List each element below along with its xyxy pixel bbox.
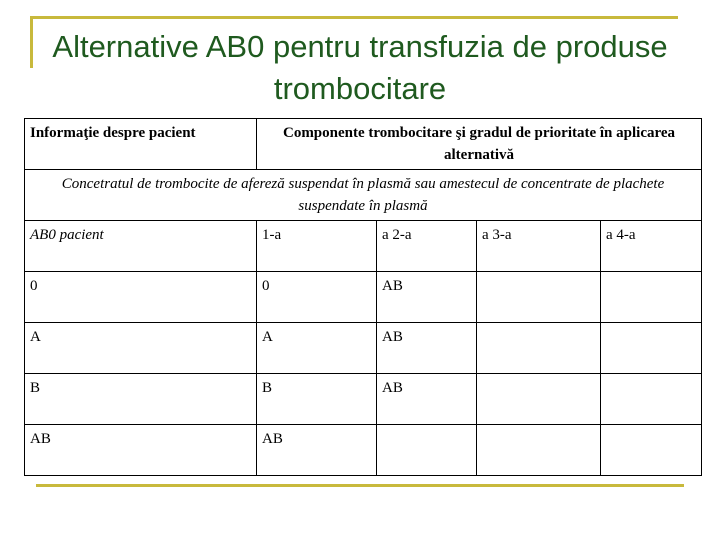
- table-cell: A: [257, 323, 377, 374]
- column-header-priority-4: a 4-a: [601, 221, 702, 272]
- slide-title: Alternative AB0 pentru transfuzia de produse trombocitare: [52, 29, 668, 106]
- concentrate-description: Concetratul de trombocite de afereză suspendat în plasmă sau amestecul de concentrate de plachete suspendate în plasmă: [25, 170, 702, 221]
- table-cell: AB: [377, 323, 477, 374]
- decorative-top-line: [30, 16, 678, 19]
- table-cell: A: [25, 323, 257, 374]
- column-header-priority-3: a 3-a: [477, 221, 601, 272]
- table-row: [25, 374, 702, 425]
- table-cell: [477, 425, 601, 476]
- table-cell: [601, 323, 702, 374]
- platelet-alternatives-table: [24, 118, 702, 476]
- patient-info-header: Informaţie despre pacient: [25, 119, 257, 170]
- table-cell: AB: [257, 425, 377, 476]
- table-cell: [601, 272, 702, 323]
- table-cell: [477, 323, 601, 374]
- column-header-ab0-patient: AB0 pacient: [25, 221, 257, 272]
- table-row: [25, 323, 702, 374]
- table-cell: [477, 374, 601, 425]
- table-header-row: [25, 119, 702, 170]
- table-row: [25, 272, 702, 323]
- table-cell: [601, 374, 702, 425]
- table-cell: 0: [25, 272, 257, 323]
- column-header-row: [25, 221, 702, 272]
- table-subheader-row: [25, 170, 702, 221]
- table-cell: [601, 425, 702, 476]
- table-cell: AB: [377, 272, 477, 323]
- column-header-priority-2: a 2-a: [377, 221, 477, 272]
- table-cell: [377, 425, 477, 476]
- table-cell: [477, 272, 601, 323]
- table-cell: AB: [25, 425, 257, 476]
- column-header-priority-1: 1-a: [257, 221, 377, 272]
- decorative-bottom-line: [36, 484, 684, 487]
- table-cell: B: [257, 374, 377, 425]
- table-cell: 0: [257, 272, 377, 323]
- components-header: Componente trombocitare şi gradul de prioritate în aplicarea alternativă: [257, 119, 702, 170]
- table-cell: B: [25, 374, 257, 425]
- decorative-left-line: [30, 16, 33, 68]
- table-row: [25, 425, 702, 476]
- table-cell: AB: [377, 374, 477, 425]
